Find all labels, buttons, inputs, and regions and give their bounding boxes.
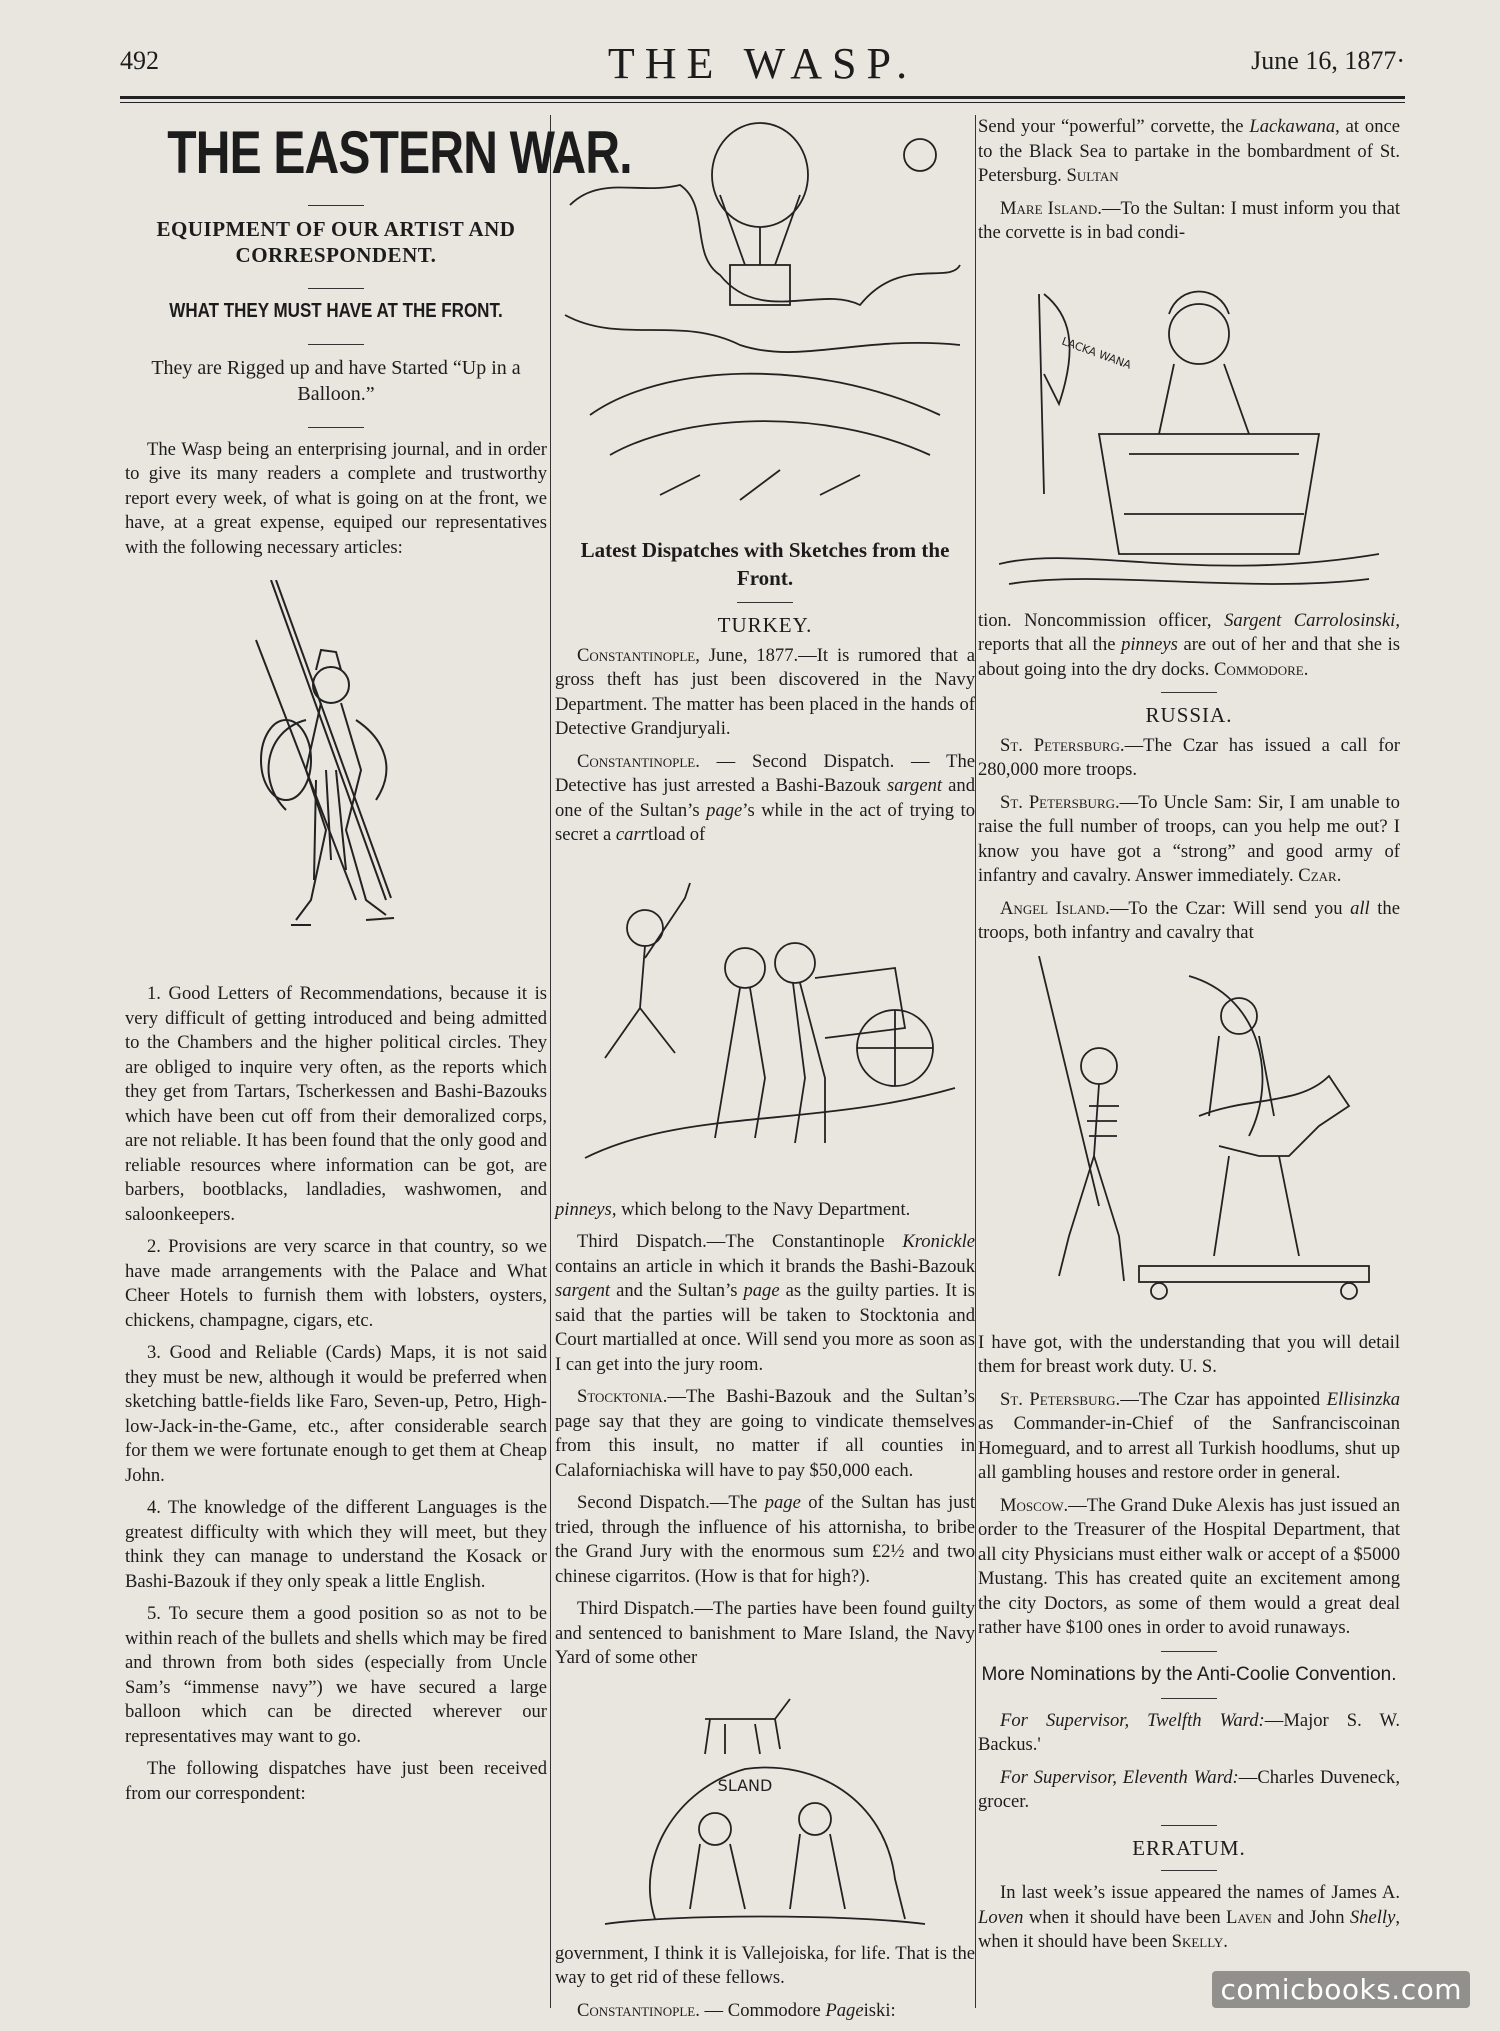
nomination-1: For Supervisor, Twelfth Ward:—Major S. W. Backus.' bbox=[978, 1709, 1400, 1755]
intro-paragraph: The Wasp being an enterprising journal, and in order to give its many readers a complete and trustworthy report every week, of what is going on at the front, we have, at a great expense, equiped our representatives with the following necessary articles: bbox=[125, 438, 547, 558]
russia-dispatch-1: St. Petersburg.—The Czar has issued a call for 280,000 more troops. bbox=[978, 734, 1400, 780]
newspaper-title: THE WASP. bbox=[607, 39, 918, 88]
nominations-headline: More Nominations by the Anti-Coolie Convention. bbox=[981, 1663, 1397, 1685]
masthead-rule bbox=[120, 96, 1405, 99]
dispatch-5: Second Dispatch.—The page of the Sultan has just tried, through the influence of his attornisha, to bribe the Grand Jury with the enormous sum £2½ and two chinese cigarritos. (How is that for high?). bbox=[555, 1492, 976, 1587]
headline: THE EASTERN WAR. bbox=[167, 119, 632, 186]
separator bbox=[737, 602, 793, 603]
nomination-2: For Supervisor, Eleventh Ward:—Charles Duveneck, grocer. bbox=[978, 1766, 1400, 1812]
column-divider bbox=[550, 115, 551, 2008]
item-3: 3. Good and Reliable (Cards) Maps, it is not said they must be new, although it would be preferred when sketching battle-fields like Faro, Seven-up, Petro, High-low-Jack-in-the-Game, etc., after considerable search for them we were fortunate enough to get them at Cheap John. bbox=[125, 1342, 547, 1486]
separator bbox=[308, 427, 364, 428]
masthead bbox=[120, 38, 1405, 88]
column-divider bbox=[975, 115, 976, 2008]
separator bbox=[1161, 1825, 1217, 1826]
russia-dispatch-3: Angel Island.—To the Czar: Will send you all the troops, both infantry and cavalry that bbox=[978, 897, 1400, 943]
column-2 bbox=[555, 115, 975, 2031]
erratum-text: In last week’s issue appeared the names of James A. Loven when it should have been Laven and John Shelly, when it should have been Skelly. bbox=[978, 1882, 1400, 1952]
flag-label: LACKA WANA bbox=[1059, 334, 1134, 372]
separator bbox=[1161, 1651, 1217, 1652]
dispatch-7: Constantinople. — Commodore Pageiski: bbox=[577, 1999, 896, 2021]
sultan-tub-illustration bbox=[999, 254, 1379, 599]
masthead-rule-thin bbox=[120, 102, 1405, 103]
dispatch-6: Third Dispatch.—The parties have been found guilty and sentenced to banishment to Mare Island, the Navy Yard of some other bbox=[555, 1598, 975, 1668]
watermark: comicbooks.com bbox=[1212, 1971, 1470, 2008]
russia-dispatch-4: St. Petersburg.—The Czar has appointed Ellisinzka as Commander-in-Chief of the Sanfranciscoinan Homeguard, and to arrest all Turkish hoodlums, shut up all gambling houses and restore order in general. bbox=[978, 1388, 1400, 1483]
dispatch-1: Constantinople, June, 1877.—It is rumored that a gross theft has just been discovered in the Navy Department. The matter has been placed in the hands of Detective Grandjuryali. bbox=[555, 644, 975, 739]
dispatch-4: Stocktonia.—The Bashi-Bazouk and the Sultan’s page say that they are going to vindicate themselves from this insult, no matter if all counties in Calaforniachiska will have to pay $50,000 each. bbox=[555, 1386, 975, 1481]
correspondent-illustration bbox=[236, 580, 436, 960]
separator bbox=[308, 344, 364, 345]
dispatch-3: Third Dispatch.—The Constantinople Kronickle contains an article in which it brands the Bashi-Bazouk sargent and the Sultan’s page as the guilty parties. It is said that the parties will be taken to Stocktonia and Court martialled at once. Will send you more as soon as I can get into the jury room. bbox=[555, 1231, 975, 1375]
separator bbox=[1161, 692, 1217, 693]
arrest-illustration bbox=[565, 858, 965, 1188]
separator bbox=[1161, 1870, 1217, 1871]
erratum-headline: ERRATUM. bbox=[1132, 1835, 1246, 1860]
skeleton-horse-illustration bbox=[999, 956, 1379, 1321]
russia-dispatch-3-continued: I have got, with the understanding that you will detail them for breast work duty. U. S. bbox=[978, 1331, 1400, 1377]
island-illustration bbox=[595, 1679, 935, 1934]
section-turkey: TURKEY. bbox=[717, 613, 813, 637]
dispatch-2-continued: pinneys, which belong to the Navy Department. bbox=[555, 1198, 911, 1220]
commodore-dispatch: Send your “powerful” corvette, the Lackawana, at once to the Black Sea to partake in the bombardment of St. Petersburg. Sultan bbox=[978, 116, 1400, 186]
lede: They are Rigged up and have Started “Up in a Balloon.” bbox=[151, 356, 521, 405]
dispatches-headline: Latest Dispatches with Sketches from the Front. bbox=[580, 538, 950, 590]
separator bbox=[308, 205, 364, 206]
column-3 bbox=[978, 115, 1400, 1963]
balloon-illustration bbox=[560, 115, 970, 530]
island-label: SLAND bbox=[717, 1775, 773, 1795]
item-4: 4. The knowledge of the different Languages is the greatest difficulty with which they will meet, but they think they can manage to understand the Kosack or Bashi-Bazouk if they only speak a little English. bbox=[125, 1497, 547, 1592]
dispatch-2: Constantinople. — Second Dispatch. — The Detective has just arrested a Bashi-Bazouk sargent and one of the Sultan’s page’s while in the act of trying to secret a carrtload of bbox=[555, 750, 975, 845]
item-5: 5. To secure them a good position so as not to be within reach of the bullets and shells which may be fired and thrown from both sides (especially from Uncle Sam’s “immense navy”) we have secured a large balloon which can be directed wherever our representatives may want to go. bbox=[125, 1603, 547, 1747]
russia-dispatch-5: Moscow.—The Grand Duke Alexis has just issued an order to the Treasurer of the Hospital Department, that all city Physicians must either walk or accept of a $5000 Mustang. This has created quite an excitement among the city Doctors, as some of them would a great deal rather have $100 ones in order to avoid runaways. bbox=[978, 1494, 1400, 1638]
item-1: 1. Good Letters of Recommendations, because it is very difficult of getting introduced and being admitted to the Chambers and the higher political circles. They are obliged to inquire very often, as the reports which they get from Tartars, Tscherkessen and Bashi-Bazouks which have been cut off from their demoralized corps, are not reliable. It has been found that the only good and reliable resources where information can be got, are barbers, bootblacks, landladies, washwomen, and saloonkeepers. bbox=[125, 983, 547, 1225]
dispatch-6-continued: government, I think it is Vallejoiska, for life. That is the way to get rid of these fellows. bbox=[555, 1942, 975, 1988]
section-russia: RUSSIA. bbox=[1145, 703, 1233, 727]
subheadline: EQUIPMENT OF OUR ARTIST AND CORRESPONDENT. bbox=[156, 217, 516, 267]
item-2: 2. Provisions are very scarce in that country, so we have made arrangements with the Palace and What Cheer Hotels to furnish them with lobsters, oysters, chickens, champagne, cigars, etc. bbox=[125, 1236, 547, 1331]
page-number: 492 bbox=[120, 46, 159, 75]
mare-island-dispatch-continued: tion. Noncommission officer, Sargent Carrolosinski, reports that all the pinneys are out of her and that she is about going into the dry docks. Commodore. bbox=[978, 609, 1400, 680]
issue-date: June 16, 1877· bbox=[1251, 46, 1405, 75]
separator bbox=[1161, 1698, 1217, 1699]
closing-paragraph: The following dispatches have just been received from our correspondent: bbox=[125, 1758, 547, 1804]
subheadline-2: WHAT THEY MUST HAVE AT THE FRONT. bbox=[169, 300, 503, 322]
russia-dispatch-2: St. Petersburg.—To Uncle Sam: Sir, I am unable to raise the full number of troops, can you help me out? I know you have got a “strong” and good army of infantry and cavalry. Answer immediately. Czar. bbox=[978, 791, 1400, 886]
separator bbox=[308, 288, 364, 289]
column-1 bbox=[125, 115, 632, 1814]
mare-island-dispatch: Mare Island.—To the Sultan: I must inform you that the corvette is in bad condi- bbox=[978, 197, 1400, 243]
